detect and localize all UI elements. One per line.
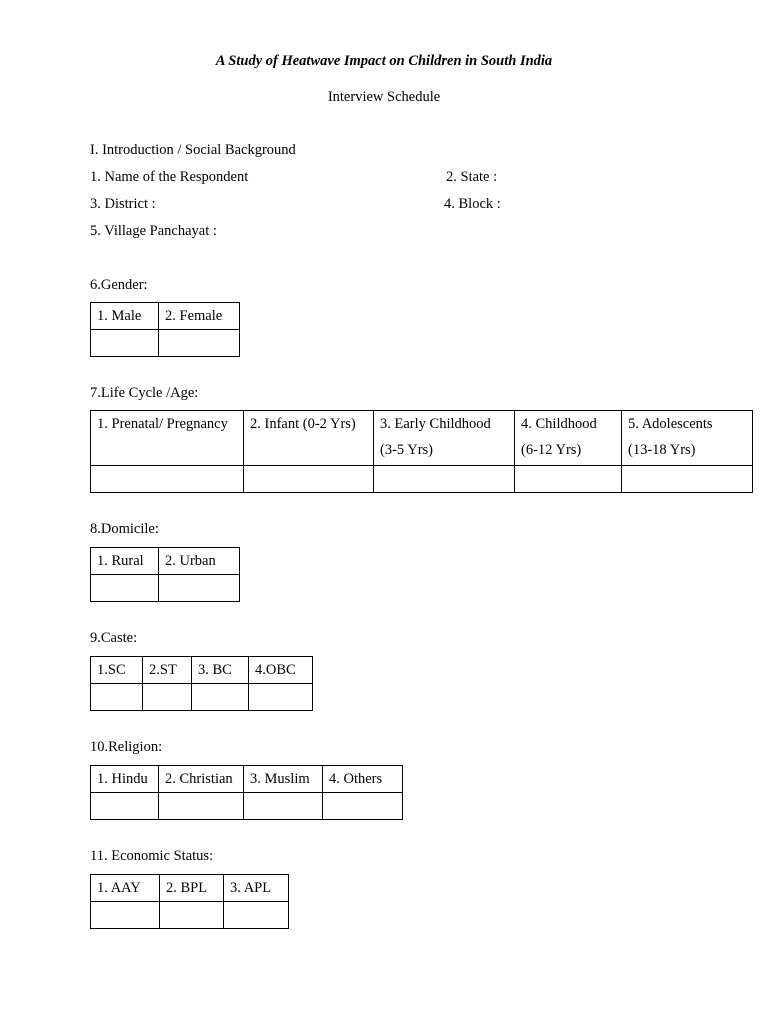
document-title: A Study of Heatwave Impact on Children in South India xyxy=(215,53,553,69)
village-panchayat-label: 5. Village Panchayat : xyxy=(90,223,217,239)
gender-answer-cell[interactable] xyxy=(159,330,240,357)
age-answer-cell[interactable] xyxy=(244,466,374,493)
gender-option: 1. Male xyxy=(91,303,159,330)
domicile-label: 8.Domicile: xyxy=(90,521,159,537)
gender-option: 2. Female xyxy=(159,303,240,330)
state-label: 2. State : xyxy=(446,169,498,185)
district-label: 3. District : xyxy=(90,196,156,212)
religion-table xyxy=(90,765,403,820)
caste-table xyxy=(90,656,313,711)
religion-answer-cell[interactable] xyxy=(159,793,244,820)
religion-option: 2. Christian xyxy=(159,766,244,793)
caste-answer-cell[interactable] xyxy=(192,684,249,711)
religion-answer-cell[interactable] xyxy=(91,793,159,820)
economic-status-label: 11. Economic Status: xyxy=(90,848,214,864)
age-option: 5. Adolescents (13-18 Yrs) xyxy=(622,411,753,466)
caste-answer-cell[interactable] xyxy=(143,684,192,711)
block-label: 4. Block : xyxy=(444,196,501,212)
caste-answer-cell[interactable] xyxy=(249,684,313,711)
gender-answer-cell[interactable] xyxy=(91,330,159,357)
caste-option: 1.SC xyxy=(91,657,143,684)
religion-option: 1. Hindu xyxy=(91,766,159,793)
caste-option: 2.ST xyxy=(143,657,192,684)
religion-answer-cell[interactable] xyxy=(244,793,323,820)
religion-answer-cell[interactable] xyxy=(323,793,403,820)
economic-option: 1. AAY xyxy=(91,875,160,902)
age-option: 1. Prenatal/ Pregnancy xyxy=(91,411,244,466)
domicile-answer-cell[interactable] xyxy=(91,575,159,602)
domicile-table xyxy=(90,547,240,602)
age-table xyxy=(90,410,753,493)
caste-option: 3. BC xyxy=(192,657,249,684)
caste-option: 4.OBC xyxy=(249,657,313,684)
economic-option: 2. BPL xyxy=(160,875,224,902)
religion-option: 4. Others xyxy=(323,766,403,793)
age-answer-cell[interactable] xyxy=(622,466,753,493)
gender-label: 6.Gender: xyxy=(90,277,148,293)
gender-table xyxy=(90,302,240,357)
age-answer-cell[interactable] xyxy=(515,466,622,493)
caste-answer-cell[interactable] xyxy=(91,684,143,711)
economic-option: 3. APL xyxy=(224,875,289,902)
economic-status-table xyxy=(90,874,289,929)
caste-label: 9.Caste: xyxy=(90,630,138,646)
respondent-name-label: 1. Name of the Respondent xyxy=(90,169,249,185)
section-heading: I. Introduction / Social Background xyxy=(90,142,296,158)
domicile-answer-cell[interactable] xyxy=(159,575,240,602)
economic-answer-cell[interactable] xyxy=(224,902,289,929)
age-option: 3. Early Childhood (3-5 Yrs) xyxy=(374,411,515,466)
religion-label: 10.Religion: xyxy=(90,739,163,755)
religion-option: 3. Muslim xyxy=(244,766,323,793)
document-subtitle: Interview Schedule xyxy=(327,89,441,105)
domicile-option: 1. Rural xyxy=(91,548,159,575)
age-label: 7.Life Cycle /Age: xyxy=(90,385,199,401)
age-answer-cell[interactable] xyxy=(91,466,244,493)
age-answer-cell[interactable] xyxy=(374,466,515,493)
age-option: 4. Childhood (6-12 Yrs) xyxy=(515,411,622,466)
economic-answer-cell[interactable] xyxy=(160,902,224,929)
economic-answer-cell[interactable] xyxy=(91,902,160,929)
domicile-option: 2. Urban xyxy=(159,548,240,575)
age-option: 2. Infant (0-2 Yrs) xyxy=(244,411,374,466)
